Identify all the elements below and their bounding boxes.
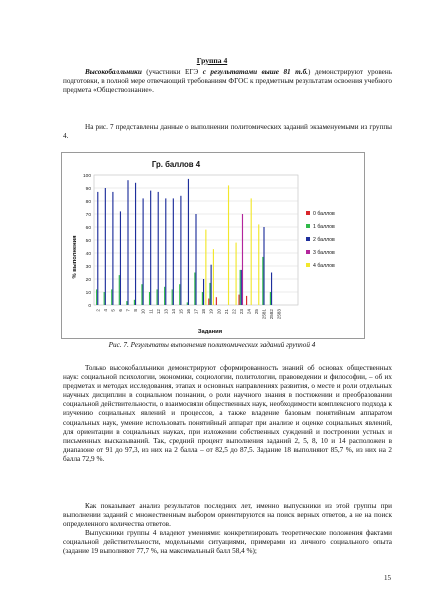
bar bbox=[236, 243, 237, 305]
figure-caption: Рис. 7. Результаты выполнения политомических заданий группой 4 bbox=[108, 341, 316, 349]
bar bbox=[135, 183, 136, 305]
y-tick-label: 10 bbox=[85, 291, 91, 296]
x-tick-label: 21 bbox=[223, 309, 229, 315]
legend-swatch bbox=[306, 237, 310, 241]
y-tick-label: 60 bbox=[85, 226, 91, 231]
legend-swatch bbox=[306, 250, 310, 254]
bar bbox=[211, 265, 212, 305]
legend-label: 0 баллов bbox=[313, 211, 335, 217]
x-tick-label: 12 bbox=[155, 309, 161, 315]
bar bbox=[242, 214, 243, 305]
bar bbox=[187, 302, 188, 305]
y-tick-label: 20 bbox=[85, 278, 91, 283]
x-tick-label: 2583 bbox=[276, 309, 282, 320]
y-tick-label: 30 bbox=[85, 265, 91, 270]
section-heading: Группа 4 bbox=[196, 56, 228, 65]
bar bbox=[156, 289, 157, 305]
legend-swatch bbox=[306, 224, 310, 228]
bar bbox=[150, 191, 151, 305]
bar bbox=[228, 185, 229, 305]
bar bbox=[127, 180, 128, 305]
bar bbox=[263, 227, 264, 305]
body-paragraph-3: Выпускники группы 4 владеют умениями: конкретизировать теоретические положения фактами социальной действительности, модельными ситуациями, примерами из личного социального опыта (задание 19 выполняют 77,7 %, на максимальный балл 58,4 %); bbox=[63, 529, 392, 556]
bar bbox=[179, 284, 180, 305]
bar bbox=[209, 283, 210, 305]
x-tick-label: 23 bbox=[238, 309, 244, 315]
bar bbox=[126, 301, 127, 305]
y-tick-label: 50 bbox=[85, 239, 91, 244]
bar bbox=[149, 292, 150, 305]
bar bbox=[246, 296, 247, 305]
bar bbox=[119, 275, 120, 305]
bar bbox=[188, 179, 189, 305]
bar bbox=[251, 198, 252, 305]
y-tick-label: 80 bbox=[85, 200, 91, 205]
bar bbox=[208, 299, 209, 306]
x-tick-label: 2 bbox=[95, 309, 101, 312]
x-tick-label: 14 bbox=[170, 309, 176, 315]
bar bbox=[238, 295, 239, 305]
bar bbox=[96, 289, 97, 305]
y-tick-label: 40 bbox=[85, 252, 91, 257]
x-tick-label: 6 bbox=[118, 309, 124, 312]
x-tick-label: 2581 bbox=[261, 309, 267, 320]
legend-label: 1 баллов bbox=[313, 224, 335, 230]
x-tick-label: 11 bbox=[148, 309, 154, 314]
x-tick-label: 19 bbox=[208, 309, 214, 315]
y-axis-label: % выполнения bbox=[72, 235, 78, 279]
page-number: 15 bbox=[384, 574, 391, 582]
chart-title: Гр. баллов 4 bbox=[151, 160, 201, 169]
bar bbox=[120, 211, 121, 305]
x-tick-label: 22 bbox=[231, 309, 237, 315]
intro-text-2: ) демонстрируют уровень подготовки, в полной мере отвечающий требованиям ФГОС к предметным результатам освоения учебного предмета «Обществознание». bbox=[63, 68, 392, 95]
bar bbox=[97, 192, 98, 305]
bar bbox=[202, 292, 203, 305]
bar bbox=[105, 188, 106, 305]
bar bbox=[205, 230, 206, 305]
bar bbox=[104, 292, 105, 305]
legend-label: 4 баллов bbox=[313, 263, 335, 269]
x-tick-label: 15 bbox=[178, 309, 184, 315]
bar bbox=[203, 279, 204, 305]
intro-paragraph bbox=[63, 68, 392, 95]
x-tick-label: 13 bbox=[163, 309, 169, 315]
bar-chart bbox=[62, 153, 364, 338]
x-tick-label: 20 bbox=[216, 309, 222, 315]
bar bbox=[213, 249, 214, 305]
x-tick-label: 10 bbox=[140, 309, 146, 315]
bar bbox=[111, 289, 112, 305]
x-axis-label: Задания bbox=[197, 329, 223, 335]
bar bbox=[262, 257, 263, 305]
bar bbox=[143, 198, 144, 305]
intro-text-1: (участники ЕГЭ bbox=[141, 68, 203, 76]
body-paragraph-1: Только высокобалльники демонстрируют сформированность знаний об основах общественных наук: социальной психологии, экономики, социологии, политологии, правоведении и философии, – об их предметах и методах исследования, этапах и основных направлениях развития, о месте и роли отдельных научных дисциплин в социальном познании, о роли научного знания в постижении и преобразовании социальной действительности, о взаимосвязи общественных наук, необходимости комплексного подхода к изучению социальных явлений и процессов, а также владение базовым понятийным аппаратом социальных наук, умение использовать понятийный аппарат при анализе и оценке социальных явлений, для ориентации в социальных науках, при изложении собственных суждений и построении устных и письменных высказываний. Так, средний процент выполнения заданий 2, 5, 8, 10 и 14 расположен в диапазоне от 91 до 97,3, из них на 2 балла – от 82,5 до 87,5. Задание 18 выполняют 85,7 %, из них на 2 балла 72,9 %. bbox=[63, 364, 392, 463]
bar bbox=[216, 297, 217, 305]
bar bbox=[112, 192, 113, 305]
bar bbox=[271, 273, 272, 306]
legend-swatch bbox=[306, 211, 310, 215]
bar bbox=[165, 198, 166, 305]
bar bbox=[158, 192, 159, 305]
legend-swatch bbox=[306, 263, 310, 267]
y-tick-label: 70 bbox=[85, 213, 91, 218]
bar bbox=[194, 273, 195, 306]
y-tick-label: 100 bbox=[82, 174, 91, 179]
bar bbox=[172, 289, 173, 305]
x-tick-label: 16 bbox=[186, 309, 192, 315]
x-tick-label: 24 bbox=[246, 309, 252, 315]
y-tick-label: 90 bbox=[85, 187, 91, 192]
bar bbox=[240, 270, 241, 305]
x-tick-label: 18 bbox=[201, 309, 207, 315]
body-paragraph-2: Как показывает анализ результатов последних лет, именно выпускники из этой группы при выполнении заданий с множественным выбором ориентируются на поиск верных ответов, а не на поиск определенного количества ответов. bbox=[63, 502, 392, 529]
x-tick-label: 8 bbox=[133, 309, 139, 312]
bar bbox=[173, 198, 174, 305]
chart-frame bbox=[61, 152, 365, 339]
x-tick-label: 5 bbox=[110, 309, 116, 312]
x-tick-label: 25 bbox=[254, 309, 260, 315]
x-tick-label: 4 bbox=[102, 309, 108, 312]
x-tick-label: 7 bbox=[125, 309, 131, 312]
bar bbox=[164, 287, 165, 305]
bar bbox=[270, 292, 271, 305]
legend-label: 2 баллов bbox=[313, 237, 335, 243]
intro-results: с результатами выше 81 т.б. bbox=[202, 68, 308, 76]
bar bbox=[241, 270, 242, 305]
x-tick-label: 2582 bbox=[269, 309, 275, 320]
bar bbox=[180, 196, 181, 305]
legend-label: 3 баллов bbox=[313, 250, 335, 256]
x-tick-label: 17 bbox=[193, 309, 199, 315]
bar bbox=[134, 300, 135, 305]
bar bbox=[258, 224, 259, 305]
y-tick-label: 0 bbox=[88, 304, 91, 309]
bar bbox=[195, 214, 196, 305]
intro-term: Высокобалльники bbox=[85, 68, 142, 76]
figure-reference-paragraph: На рис. 7 представлены данные о выполнении политомических заданий экзаменуемыми из группы 4. bbox=[63, 123, 392, 141]
bar bbox=[141, 284, 142, 305]
